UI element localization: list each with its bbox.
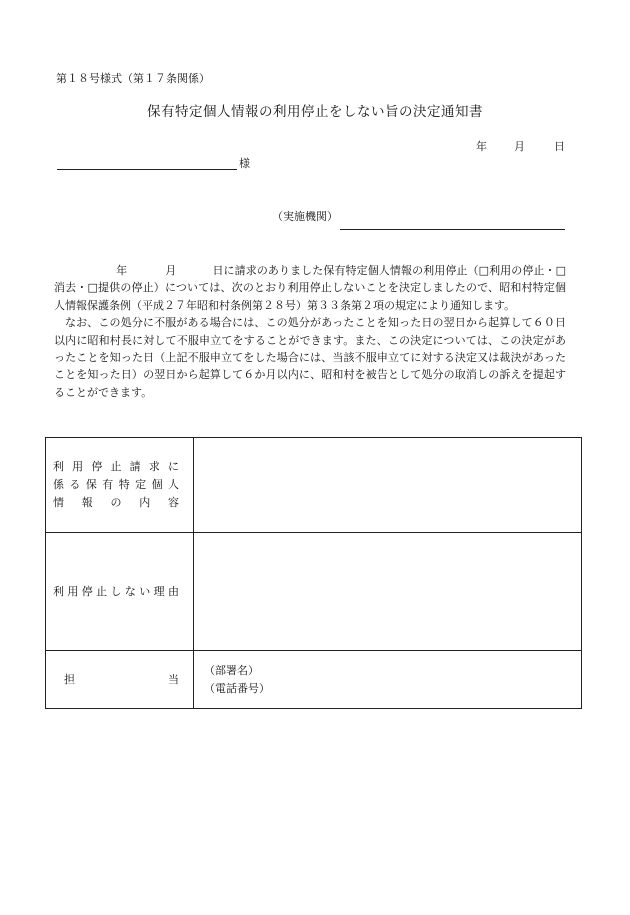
p1-text: 日に請求のありました保有特定個人情報の利用停止（□利用の停止・□消去・□提供の停止）については、次のとおり利用停止しないことを決定しましたので、昭和村特定個人情報保護条例（平成２７年昭和村条例第２８号）第３３条第２項の規定により通知します。 (54, 264, 567, 312)
label-line-2: 係る保有特定個人 (53, 478, 179, 491)
p1-year: 年 (116, 264, 128, 277)
info-table (45, 437, 582, 709)
label-reason (46, 533, 194, 651)
label-contact-text: 担当 (64, 672, 179, 686)
addressee-suffix: 様 (239, 157, 250, 170)
table-row-contact (46, 651, 582, 709)
notice-paragraph-1 (54, 262, 566, 314)
contact-dept: （部署名） (204, 663, 259, 677)
label-line-1: 利用停止請求に (53, 460, 179, 473)
date-month-label: 月 (514, 140, 525, 153)
label-contact (46, 651, 194, 709)
notice-paragraph-2: なお、この処分に不服がある場合には、この処分があったことを知った日の翌日から起算して６０日以内に昭和村長に対して不服申立てをすることができます。また、この決定については、この決定があったことを知った日（上記不服申立てをした場合には、当該不服申立てに対する決定又は裁決があったことを知った日）の翌日から起算して６か月以内に、昭和村を被告として処分の取消しの訴えを提起することができます。 (54, 316, 566, 399)
date-day-label: 日 (554, 140, 565, 153)
agency-label: （実施機関） (272, 210, 338, 223)
label-request-content (46, 438, 194, 533)
field-contact[interactable] (194, 651, 582, 709)
table-row-reason (46, 533, 582, 651)
field-request-content[interactable] (194, 438, 582, 533)
field-reason[interactable] (194, 533, 582, 651)
form-number: 第１８号様式（第１７条関係） (56, 72, 210, 85)
document-title: 保有特定個人情報の利用停止をしない旨の決定通知書 (147, 104, 483, 120)
addressee-blank-line[interactable] (57, 168, 237, 170)
date-line (476, 138, 565, 154)
p1-month: 月 (165, 264, 177, 277)
contact-phone: （電話番号） (204, 681, 270, 695)
label-line-3: 情報の内容 (53, 496, 179, 509)
table-row-request-content (46, 438, 582, 533)
agency-blank-line[interactable] (340, 228, 565, 230)
label-reason-text: 利用停止しない理由 (53, 584, 179, 598)
notice-body (54, 262, 566, 401)
date-year-label: 年 (476, 140, 487, 153)
